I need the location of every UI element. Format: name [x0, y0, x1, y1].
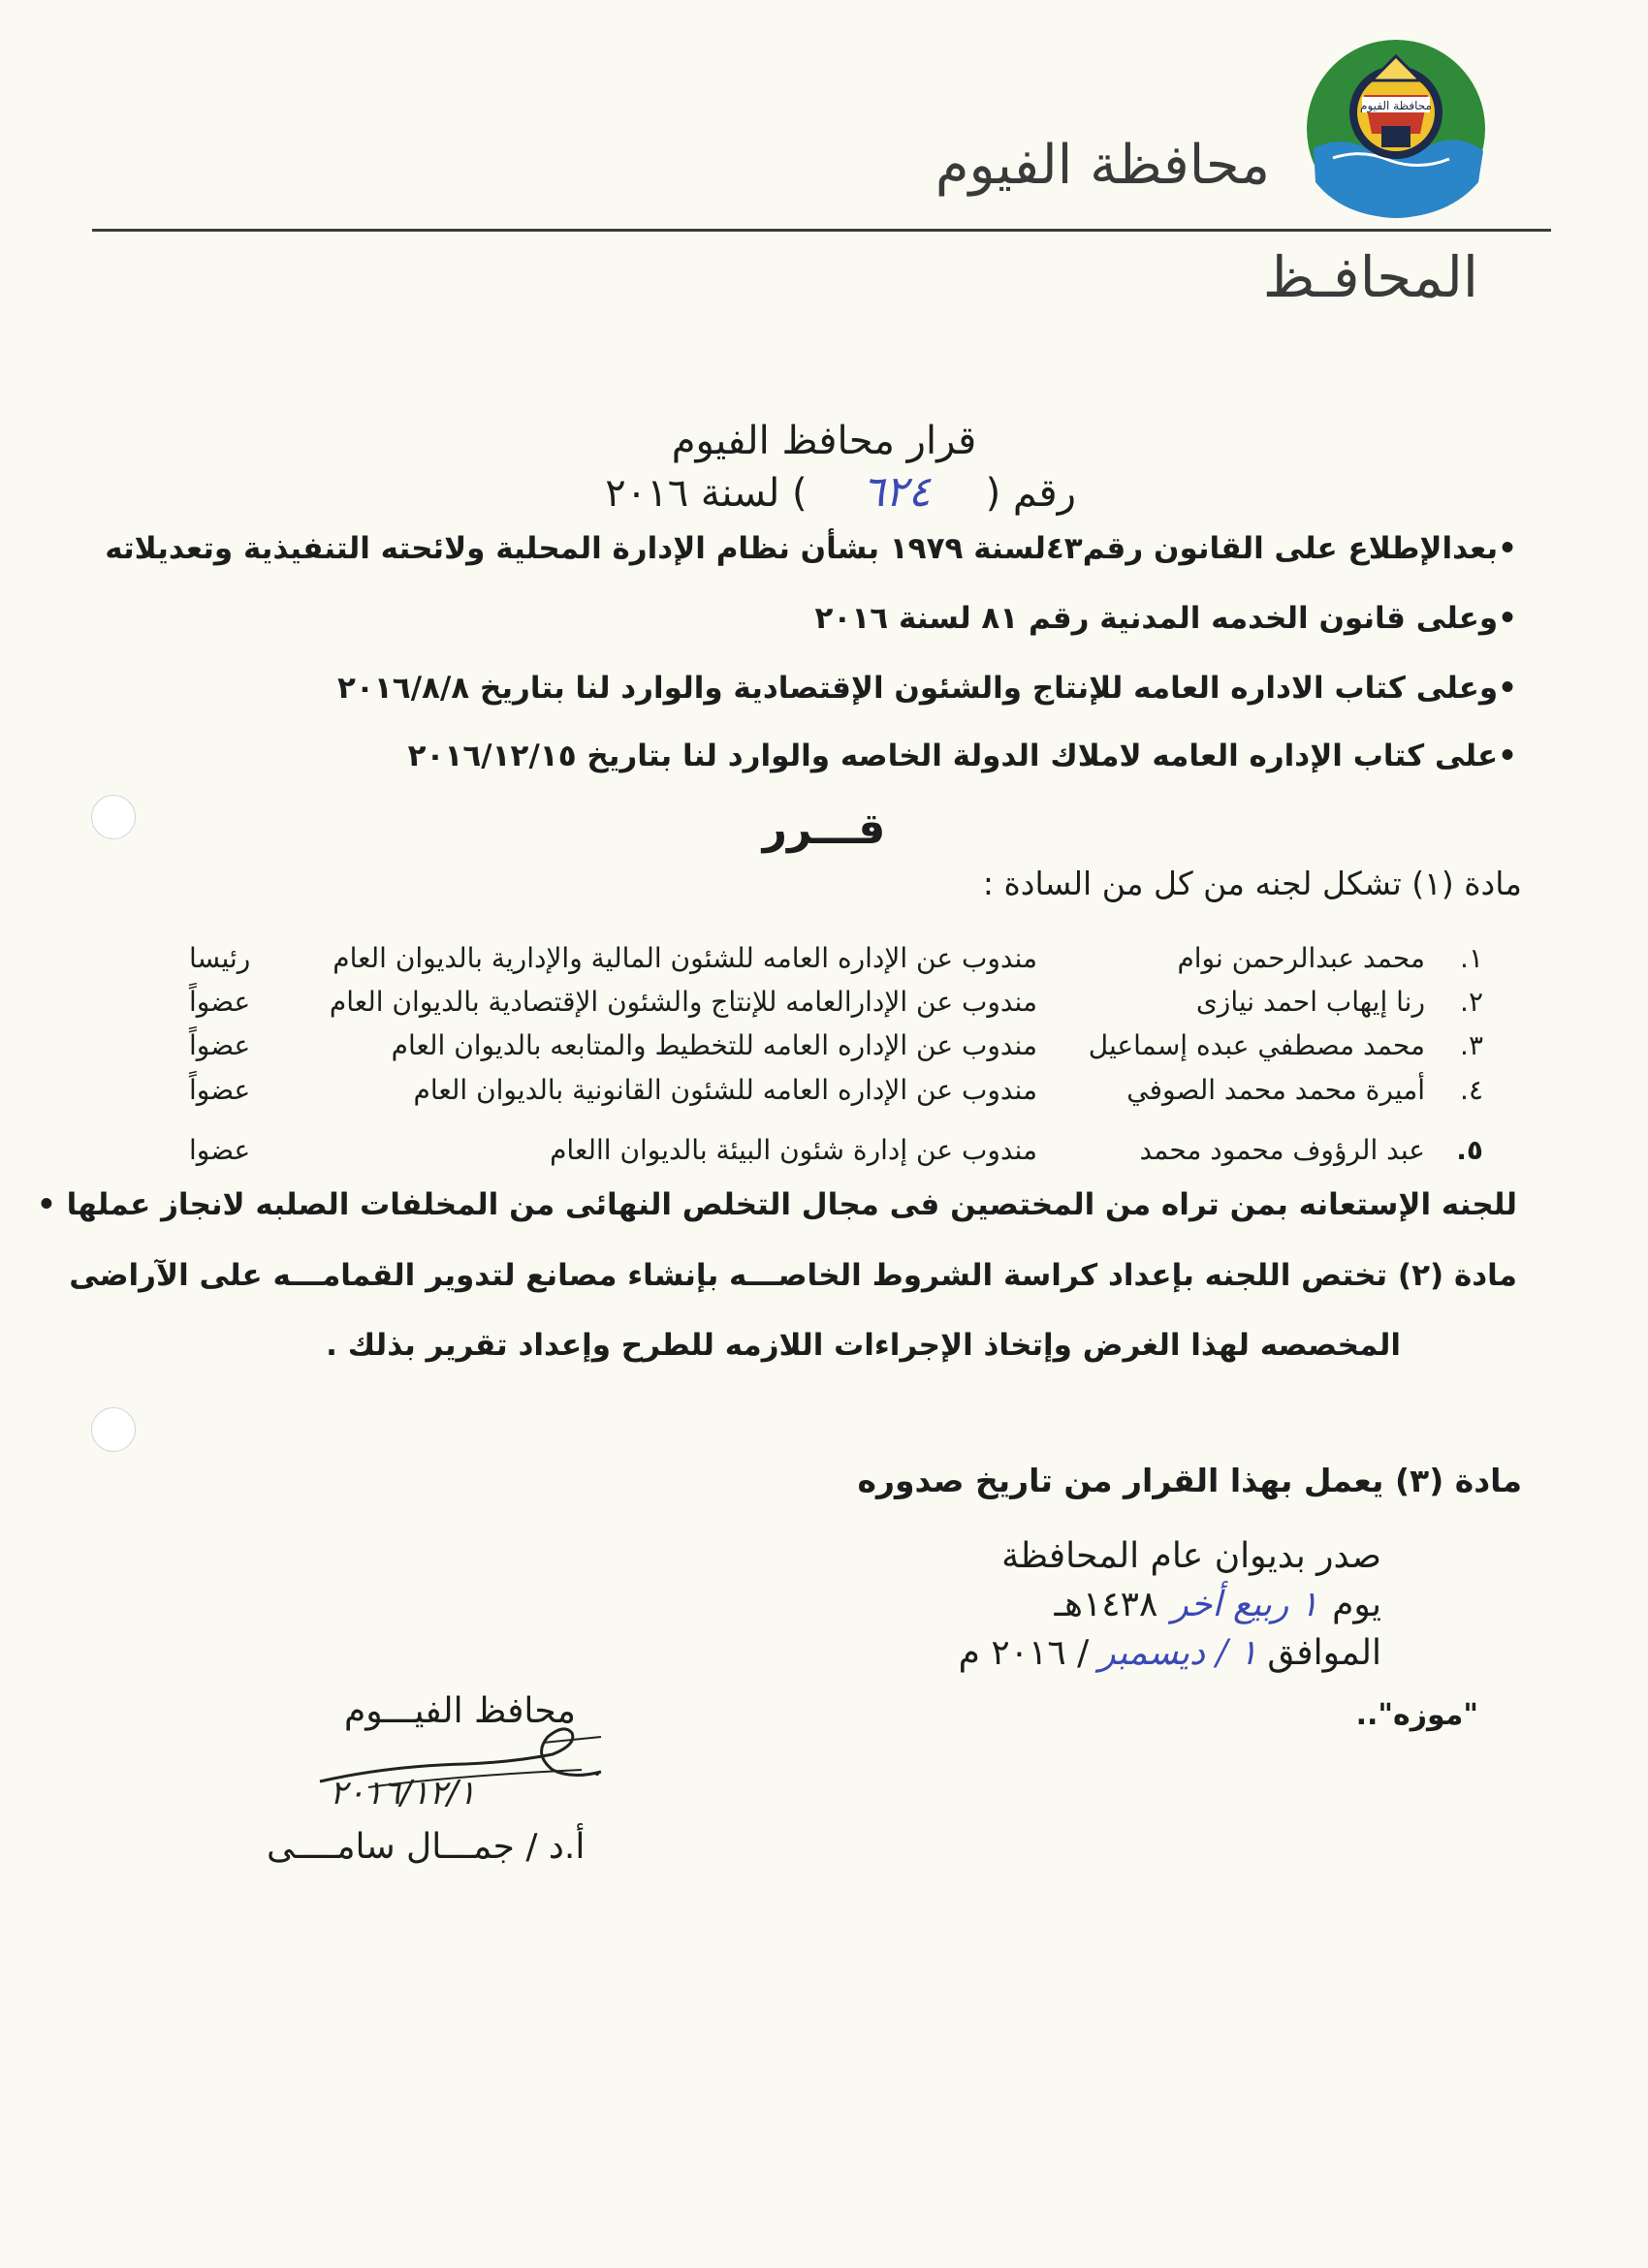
- issued-corr-handwritten: ١ / ديسمبر: [1098, 1633, 1258, 1673]
- article-3: مادة (٣) يعمل بهذا القرار من تاريخ صدوره: [857, 1462, 1522, 1499]
- preamble-line: •على كتاب الإداره العامه لاملاك الدولة الخاصه والوارد لنا بتاريخ ٢٠١٦/١٢/١٥: [407, 739, 1517, 773]
- article-2-line: المخصصه لهذا الغرض وإتخاذ الإجراءات اللازمه للطرح وإعداد تقرير بذلك .: [326, 1328, 1401, 1363]
- member-number: ٢.: [1460, 986, 1483, 1018]
- member-row: [0, 1074, 1648, 1113]
- issued-corr-label: الموافق: [1267, 1633, 1381, 1673]
- signer-name: أ.د / جمـــال سامــــى: [267, 1827, 586, 1867]
- member-name: محمد مصطفي عبده إسماعيل: [1088, 1029, 1425, 1061]
- member-role: عضواً: [189, 1074, 251, 1106]
- member-role: عضوا: [189, 1134, 251, 1166]
- office-title: المحافـظ: [1262, 244, 1478, 310]
- member-role: عضواً: [189, 1029, 251, 1061]
- article-1-heading: مادة (١) تشكل لجنه من كل من السادة :: [982, 865, 1522, 902]
- issued-gregorian-date: [959, 1633, 1381, 1673]
- article-1-closing: للجنه الإستعانه بمن تراه من المختصين فى مجال التخلص النهائى من المخلفات الصلبه لانجاز عملها •: [36, 1187, 1517, 1222]
- article-2-line: مادة (٢) تختص اللجنه بإعداد كراسة الشروط الخاصـــه بإنشاء مصانع لتدوير القمامـــه على الآراضى: [69, 1258, 1517, 1293]
- member-description: مندوب عن الإداره العامه للشئون المالية والإدارية بالديوان العام: [333, 942, 1037, 974]
- member-description: مندوب عن الإداره العامه للتخطيط والمتابعه بالديوان العام: [391, 1029, 1037, 1061]
- member-number: ٤.: [1460, 1074, 1483, 1106]
- preamble-line: •وعلى كتاب الاداره العامه للإنتاج والشئون الإقتصادية والوارد لنا بتاريخ ٢٠١٦/٨/٨: [337, 671, 1517, 706]
- governorate-logo: [1304, 37, 1488, 221]
- decree-number-prefix: رقم (: [985, 471, 1076, 516]
- member-row: [0, 942, 1648, 981]
- member-role: عضواً: [189, 986, 251, 1018]
- decree-title: قرار محافظ الفيوم: [671, 419, 977, 463]
- issued-day-label: يوم: [1332, 1585, 1381, 1624]
- issued-line: صدر بديوان عام المحافظة: [1001, 1536, 1381, 1576]
- signature-date-handwritten: ٢٠١٦/١٢/١: [330, 1774, 476, 1812]
- member-row: [0, 1134, 1648, 1173]
- decree-number-suffix: ) لسنة ٢٠١٦: [605, 471, 808, 516]
- header-divider: [92, 229, 1551, 232]
- logo-text: محافظة الفيوم: [1360, 99, 1432, 112]
- distribution-mark: "موزه"..: [1355, 1698, 1478, 1732]
- member-role: رئيسا: [189, 942, 251, 974]
- member-row: [0, 1029, 1648, 1068]
- organization-name: محافظة الفيوم: [935, 134, 1270, 197]
- punch-hole: [91, 795, 136, 839]
- preamble-line: •وعلى قانون الخدمه المدنية رقم ٨١ لسنة ٢٠١٦: [814, 601, 1517, 636]
- member-number: ١.: [1460, 942, 1483, 974]
- decision-heading: قـــرر: [762, 804, 886, 854]
- member-description: مندوب عن الإداره العامه للشئون القانونية بالديوان العام: [413, 1074, 1037, 1106]
- decree-number-line: [605, 467, 1076, 517]
- punch-hole: [91, 1407, 136, 1452]
- issued-day-handwritten: ١ ربيع أخر: [1171, 1585, 1319, 1624]
- issued-corr-year: / ٢٠١٦ م: [958, 1633, 1090, 1673]
- issued-day-year: ١٤٣٨هـ: [1054, 1585, 1158, 1624]
- member-description: مندوب عن الإدارالعامه للإنتاج والشئون الإقتصادية بالديوان العام: [329, 986, 1037, 1018]
- issued-hijri-date: [1054, 1585, 1381, 1624]
- decree-number-handwritten: ٦٢٤: [862, 467, 932, 517]
- member-number: ٥.: [1456, 1134, 1483, 1166]
- member-description: مندوب عن إدارة شئون البيئة بالديوان االعام: [550, 1134, 1037, 1166]
- signer-title: محافظ الفيـــوم: [344, 1691, 576, 1731]
- member-number: ٣.: [1460, 1029, 1483, 1061]
- preamble-line: •بعدالإطلاع على القانون رقم٤٣لسنة ١٩٧٩ بشأن نظام الإدارة المحلية ولائحته التنفيذية وتعديلاته: [105, 531, 1517, 566]
- member-name: أميرة محمد محمد الصوفي: [1126, 1074, 1425, 1106]
- member-name: عبد الرؤوف محمود محمد: [1139, 1134, 1425, 1166]
- member-name: محمد عبدالرحمن نوام: [1177, 942, 1425, 974]
- member-row: [0, 986, 1648, 1024]
- member-name: رنا إيهاب احمد نيازى: [1195, 986, 1425, 1018]
